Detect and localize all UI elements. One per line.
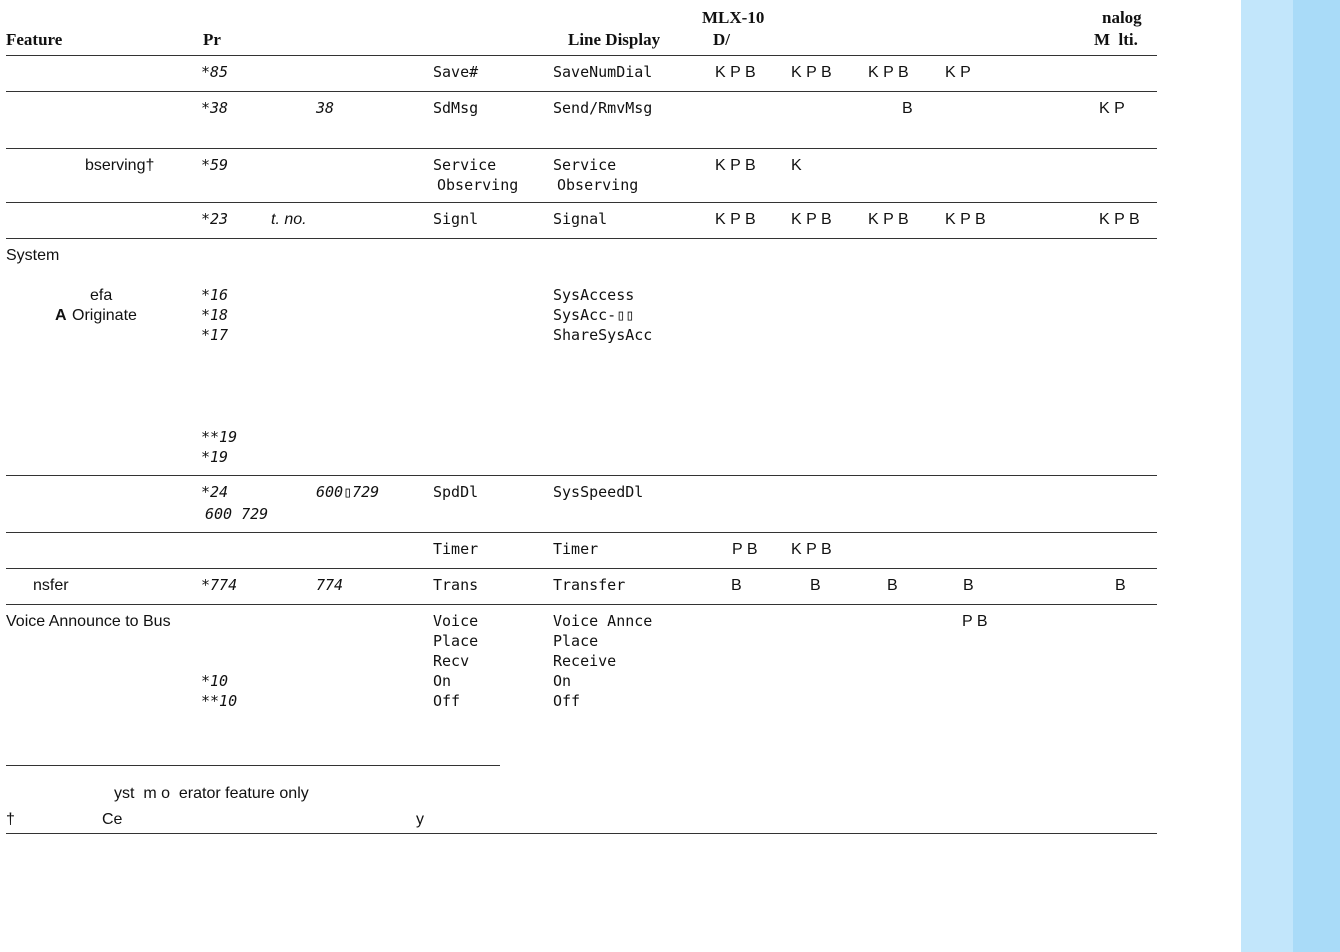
row-rule [6,202,1157,203]
cell: K P [945,64,971,81]
feature-name: Voice Announce to Bus [6,613,171,630]
feature-sub: efa [90,287,113,304]
display-text: Send/RmvMsg [553,99,653,117]
cell: K [791,157,802,174]
feature-name: System [6,247,60,264]
button-label: Off [433,692,461,710]
cell: K P B [945,211,986,228]
side-margin-band [1241,0,1340,952]
code: *17 [201,326,229,344]
display-text: Place [553,632,599,650]
footnote-2: Ce [102,811,123,828]
code: *59 [201,156,229,174]
button-label: SpdDl [433,483,479,501]
feature-name: bserving† [85,157,155,174]
button-label: Save# [433,63,479,81]
header-analog-sub: M lti. [1094,30,1138,49]
cell: K P B [868,211,909,228]
cell: K P B [791,64,832,81]
button-label: SdMsg [433,99,479,117]
code: *24 [201,483,229,501]
row-rule [6,532,1157,533]
cell: K P B [715,64,756,81]
display-text: SysSpeedDl [553,483,644,501]
cell: B [810,577,821,594]
footnote-1: yst m o erator feature only [114,785,309,802]
display-text: Transfer [553,576,626,594]
cell: K P B [791,211,832,228]
feature-sub-bold: A [55,307,67,324]
display-text: Off [553,692,581,710]
display-text: Signal [553,210,608,228]
feature-name: nsfer [33,577,69,594]
cell: B [1115,577,1126,594]
cell: B [963,577,974,594]
display-text: Timer [553,540,599,558]
code: *10 [201,672,229,690]
display-text: ShareSysAcc [553,326,653,344]
cell: B [887,577,898,594]
button-label: On [433,672,452,690]
button-label: Observing [437,176,519,194]
cell: K P B [715,211,756,228]
header-feature: Feature [6,30,63,49]
button-label: Signl [433,210,479,228]
row-rule [6,475,1157,476]
display-text: On [553,672,572,690]
code: 774 [316,576,344,594]
cell: P B [732,541,758,558]
page-bottom-rule [6,833,1157,834]
button-label: Place [433,632,479,650]
row-rule [6,148,1157,149]
display-text: Receive [553,652,617,670]
cell: P B [962,613,988,630]
row-rule [6,604,1157,605]
cell: B [731,577,742,594]
ext-label: t. no. [271,211,307,228]
cell: K P B [868,64,909,81]
footnote-rule [6,765,500,766]
row-rule [6,238,1157,239]
row-rule [6,91,1157,92]
cell: K P [1099,100,1125,117]
code: **19 [201,428,238,446]
code: *16 [201,286,229,304]
code: *18 [201,306,229,324]
cell: K P B [1099,211,1140,228]
code: **10 [201,692,238,710]
display-text: SysAccess [553,286,635,304]
code: 38 [316,99,335,117]
footnote-2-mark: † [6,811,15,828]
display-text: SaveNumDial [553,63,653,81]
row-rule [6,568,1157,569]
display-text: Voice Annce [553,612,653,630]
display-text: SysAcc-▯▯ [553,306,635,324]
header-pr: Pr [203,30,221,49]
display-text: Service [553,156,617,174]
code: *85 [201,63,229,81]
header-analog: nalog [1102,8,1142,27]
header-line-display: Line Display [568,30,661,49]
code: *19 [201,448,229,466]
footnote-2-end: y [416,811,424,828]
button-label: Voice [433,612,479,630]
cell: K P B [791,541,832,558]
cell: B [902,100,913,117]
display-text: Observing [557,176,639,194]
code: 600 729 [205,505,269,523]
header-rule [6,55,1157,56]
feature-sub: Originate [72,307,137,324]
cell: K P B [715,157,756,174]
button-label: Trans [433,576,479,594]
button-label: Service [433,156,497,174]
code: 600▯729 [316,483,380,501]
button-label: Timer [433,540,479,558]
code: *23 [201,210,229,228]
button-label: Recv [433,652,470,670]
header-mlx: MLX-10 [702,8,765,27]
header-mlx-sub: D/ [713,30,730,49]
code: *38 [201,99,229,117]
code: *774 [201,576,238,594]
